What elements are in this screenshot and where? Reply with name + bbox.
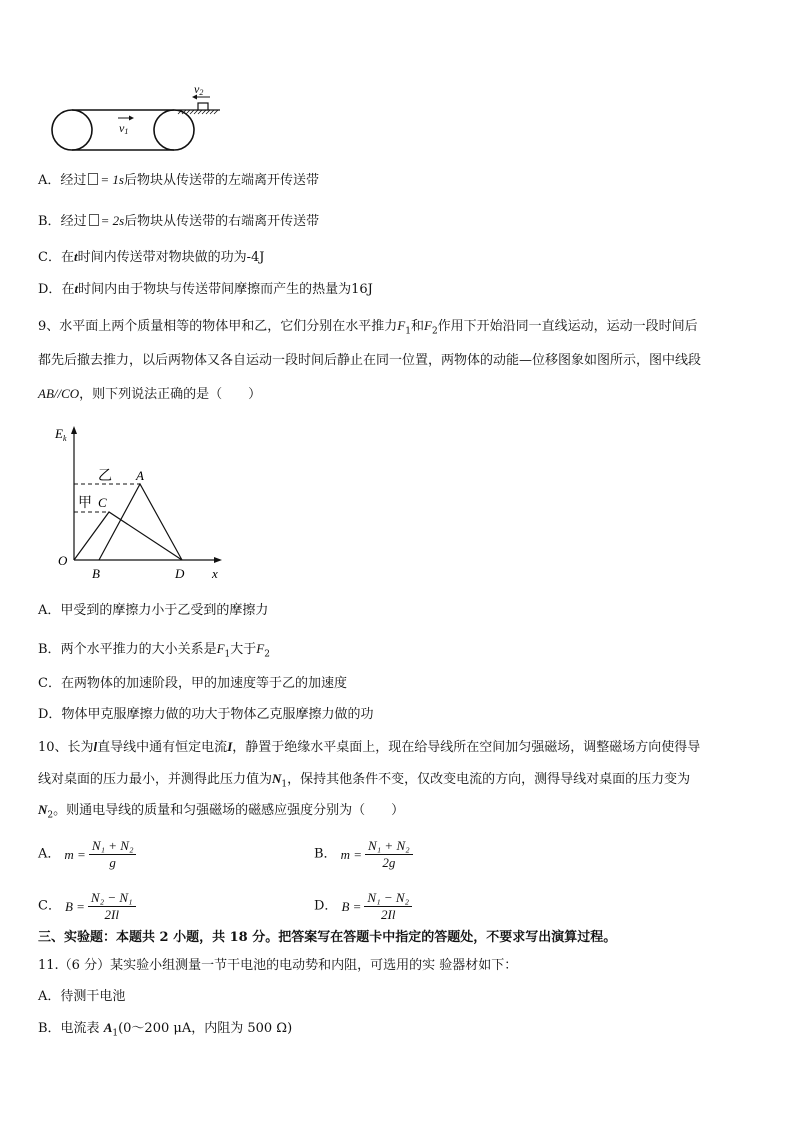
line-jia — [74, 512, 182, 560]
y-axis-label: E — [55, 426, 63, 441]
y-axis-arrow — [71, 426, 77, 434]
q8-option-d: D．在t时间内由于物块与传送带间摩擦而产生的热量为16J — [38, 281, 373, 297]
q9-option-d: D．物体甲克服摩擦力做的功大于物体乙克服摩擦力做的功 — [38, 707, 374, 722]
q8-option-a: A．经过 = 1s后物块从传送带的左端离开传送带 — [38, 172, 320, 188]
left-pulley — [52, 110, 92, 150]
missing-glyph-box — [89, 214, 99, 226]
block — [198, 103, 208, 110]
missing-glyph-box — [88, 173, 98, 185]
q8-option-b: B．经过 = 2s后物块从传送带的右端离开传送带 — [38, 213, 320, 229]
x-axis-arrow — [214, 557, 222, 563]
option-letter: B． — [38, 214, 61, 229]
q10-stem-line1: 10、长为l直导线中通有恒定电流I，静置于绝缘水平桌面上，现在给导线所在空间加匀强磁场，调整磁场方向使得导 — [38, 739, 701, 755]
q10-option-c: C． B = $\frac{\text{N₂ − N₁}}{2Il}$ — [38, 890, 139, 923]
q10-stem-line3: $N_2$。则通电导线的质量和匀强磁场的磁感应强度分别为（ ） — [38, 802, 405, 821]
option-letter: A． — [38, 173, 61, 188]
point-d-label: D — [175, 566, 185, 581]
v1-arrowhead — [129, 116, 134, 121]
q10-option-a: A． m = $\frac{\text{N₁ + N₂}}{g}$ — [38, 838, 139, 871]
q9-stem-line2: 都先后撤去推力，以后两物体又各自运动一段时间后静止在同一位置，两物体的动能—位移图象如图所示，图中线段 — [38, 353, 702, 368]
q11-option-b: B．电流表 $A_1(0\sim 200$ μA，内阻为 500 Ω) — [38, 1020, 293, 1039]
q11-option-a: A．待测干电池 — [38, 989, 126, 1004]
q10-option-d: D． B = $\frac{\text{N₁ − N₂}}{2Il}$ — [314, 890, 415, 923]
q9-option-c: C．在两物体的加速阶段，甲的加速度等于乙的加速度 — [38, 676, 347, 691]
svg-text:v1 — [119, 121, 128, 136]
q11-intro: 11.（6 分）某实验小组测量一节干电池的电动势和内阻，可选用的实 验器材如下： — [38, 958, 518, 973]
right-pulley — [154, 110, 194, 150]
q8-option-c: C．在t时间内传送带对物块做的功为-4J — [38, 249, 265, 265]
fraction: $\frac{\text{N₂ − N₁}}{2Il}$ — [88, 890, 136, 923]
point-a-label: A — [136, 468, 144, 483]
q9-option-b: B．两个水平推力的大小关系是$F_1$大于$F_2$ — [38, 641, 270, 660]
q9-ek-x-graph — [50, 422, 230, 587]
svg-text:v2 — [194, 82, 203, 97]
x-axis-label: x — [212, 566, 218, 581]
fraction: $\frac{\text{N₁ − N₂}}{2Il}$ — [364, 890, 412, 923]
v1-label: v — [119, 121, 125, 135]
y-axis-sub: k — [62, 434, 67, 443]
q10-option-b: B． m = $\frac{\text{N₁ + N₂}}{2g}$ — [314, 838, 416, 871]
q9-stem-line3: AB//CO，则下列说法正确的是（ ） — [38, 386, 262, 402]
jia-label: 甲 — [78, 496, 92, 511]
yi-label: 乙 — [98, 469, 112, 484]
point-b-label: B — [92, 566, 100, 581]
line-yi — [99, 484, 182, 560]
fraction: $\frac{\text{N₁ + N₂}}{g}$ — [89, 838, 137, 871]
q10-stem-line2: 线对桌面的压力最小，并测得此压力值为$N_1$，保持其他条件不变，仅改变电流的方向，测得导线对桌面的压力变为 — [38, 771, 691, 790]
q9-option-a: A．甲受到的摩擦力小于乙受到的摩擦力 — [38, 603, 269, 618]
point-c-label: C — [98, 495, 107, 510]
section-three-heading: 三、实验题：本题共 2 小题，共 18 分。把答案写在答题卡中指定的答题处，不要求写出演算过程。 — [38, 930, 617, 945]
v2-label: v — [194, 82, 200, 96]
origin-label: O — [58, 553, 68, 568]
fraction: $\frac{\text{N₁ + N₂}}{2g}$ — [365, 838, 413, 871]
v1-sub: 1 — [124, 127, 129, 136]
q9-stem-line1: 9、水平面上两个质量相等的物体甲和乙，它们分别在水平推力$F_1$和$F_2$作用下开始沿同一直线运动，运动一段时间后 — [38, 318, 698, 337]
svg-text:Ek — [54, 426, 67, 443]
conveyor-belt-figure — [48, 82, 228, 162]
v2-sub: 2 — [199, 88, 204, 97]
